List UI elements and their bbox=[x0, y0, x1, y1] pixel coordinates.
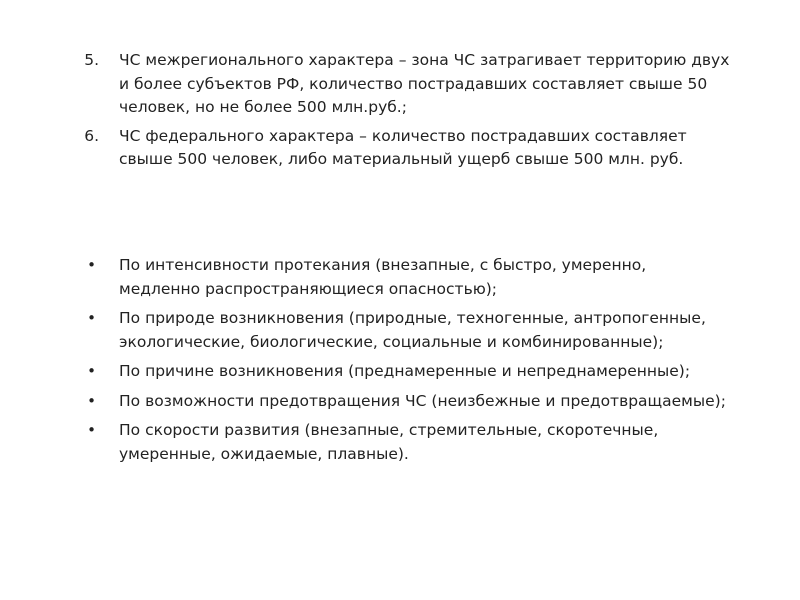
bullet-icon: • bbox=[87, 421, 96, 439]
list-item bbox=[0, 49, 800, 120]
bullet-icon: • bbox=[87, 362, 96, 380]
numbered-list bbox=[0, 49, 800, 172]
bulleted-list bbox=[0, 254, 800, 466]
list-item-text: ЧС межрегионального характера – зона ЧС затрагивает территорию двух и более субъектов РФ, количество пострадавших составляет свыше 50 человек, но не более 500 млн.руб.; bbox=[119, 51, 730, 116]
list-number: 6. bbox=[84, 126, 99, 145]
list-item bbox=[0, 307, 800, 354]
list-item bbox=[0, 390, 800, 414]
list-item-text: По причине возникновения (преднамеренные и непреднамеренные); bbox=[119, 362, 691, 380]
list-item-text: По скорости развития (внезапные, стремительные, скоротечные, умеренные, ожидаемые, плавные). bbox=[119, 421, 659, 463]
list-item bbox=[0, 419, 800, 466]
list-number: 5. bbox=[84, 51, 99, 69]
bullet-icon: • bbox=[87, 391, 96, 410]
list-item bbox=[0, 360, 800, 384]
bullet-icon: • bbox=[87, 256, 96, 274]
list-item-text: По интенсивности протекания (внезапные, с быстро, умеренно, медленно распространяющиеся опасностью); bbox=[119, 256, 647, 298]
list-item-text: По природе возникновения (природные, техногенные, антропогенные, экологические, биологические, социальные и комбинированные); bbox=[119, 309, 706, 351]
list-item-text: По возможности предотвращения ЧС (неизбежные и предотвращаемые); bbox=[119, 391, 726, 410]
list-item bbox=[0, 254, 800, 301]
list-item-text: ЧС федерального характера – количество пострадавших составляет свыше 500 человек, либо материальный ущерб свыше 500 млн. руб. bbox=[119, 126, 687, 168]
bullet-icon: • bbox=[87, 309, 96, 327]
list-item bbox=[0, 125, 800, 172]
